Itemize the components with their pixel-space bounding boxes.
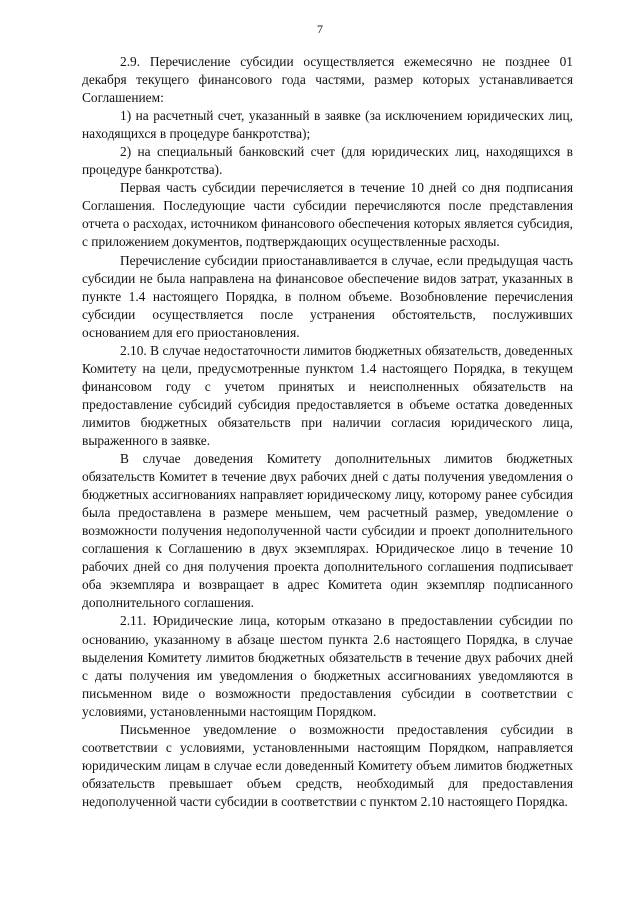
list-item-1: 1) на расчетный счет, указанный в заявке (за исключением юридических лиц, находящихся в процедуре банкротства); — [82, 108, 573, 142]
page-number: 7 — [317, 22, 323, 36]
paragraph-suspension: Перечисление субсидии приостанавливается в случае, если предыдущая часть субсидии не была направлена на финансовое обеспечение видов затрат, указанных в пункте 1.4 настоящего Порядка, в полном объеме. Возобновление перечисления субсидии осуществляется после устранения обстоятельств, послуживших основанием для его приостановления. — [82, 252, 573, 340]
paragraph-2-9: 2.9. Перечисление субсидии осуществляется ежемесячно не позднее 01 декабря текущего финансового года частями, размер которых устанавливается Соглашением: — [82, 54, 573, 106]
list-item-2: 2) на специальный банковский счет (для юридических лиц, находящихся в процедуре банкротства). — [82, 144, 573, 178]
document-body — [82, 53, 573, 811]
paragraph-first-part: Первая часть субсидии перечисляется в течение 10 дней со дня подписания Соглашения. Последующие части субсидии перечисляются после представления отчета о расходах, источником финансового обеспечения которых является субсидия, с приложением документов, подтверждающих осуществленные расходы. — [82, 180, 573, 250]
paragraph-additional-limits: В случае доведения Комитету дополнительных лимитов бюджетных обязательств Комитет в течение двух рабочих дней с даты получения уведомления о бюджетных ассигнованиях направляет юридическому лицу, которому ранее субсидия была предоставлена в размере меньшем, чем расчетный размер, уведомление о возможности получения недополученной части субсидии и проект дополнительного соглашения к Соглашению в двух экземплярах. Юридическое лицо в течение 10 рабочих дней со дня получения проекта дополнительного соглашения подписывает оба экземпляра и возвращает в адрес Комитета один экземпляр подписанного дополнительного соглашения. — [82, 451, 573, 611]
paragraph-2-11: 2.11. Юридические лица, которым отказано в предоставлении субсидии по основанию, указанному в абзаце шестом пункта 2.6 настоящего Порядка, в случае выделения Комитету лимитов бюджетных обязательств в течение двух рабочих дней с даты получения им уведомления о бюджетных ассигнованиях уведомляются в письменном виде о возможности предоставления субсидии в соответствии с условиями, установленными настоящим Порядком. — [82, 613, 573, 719]
paragraph-2-10: 2.10. В случае недостаточности лимитов бюджетных обязательств, доведенных Комитету на цели, предусмотренные пунктом 1.4 настоящего Порядка, в текущем финансовом году с учетом принятых и неисполненных обязательств на предоставление субсидий субсидия предоставляется в объеме остатка доведенных лимитов бюджетных обязательств при наличии согласия юридического лица, выраженного в заявке. — [82, 342, 573, 448]
paragraph-written-notice: Письменное уведомление о возможности предоставления субсидии в соответствии с условиями, установленными настоящим Порядком, направляется юридическим лицам в случае если доведенный Комитету объем лимитов бюджетных обязательств превышает объем средств, необходимый для предоставления недополученной части субсидии в соответствии с пунктом 2.10 настоящего Порядка. — [82, 721, 573, 809]
